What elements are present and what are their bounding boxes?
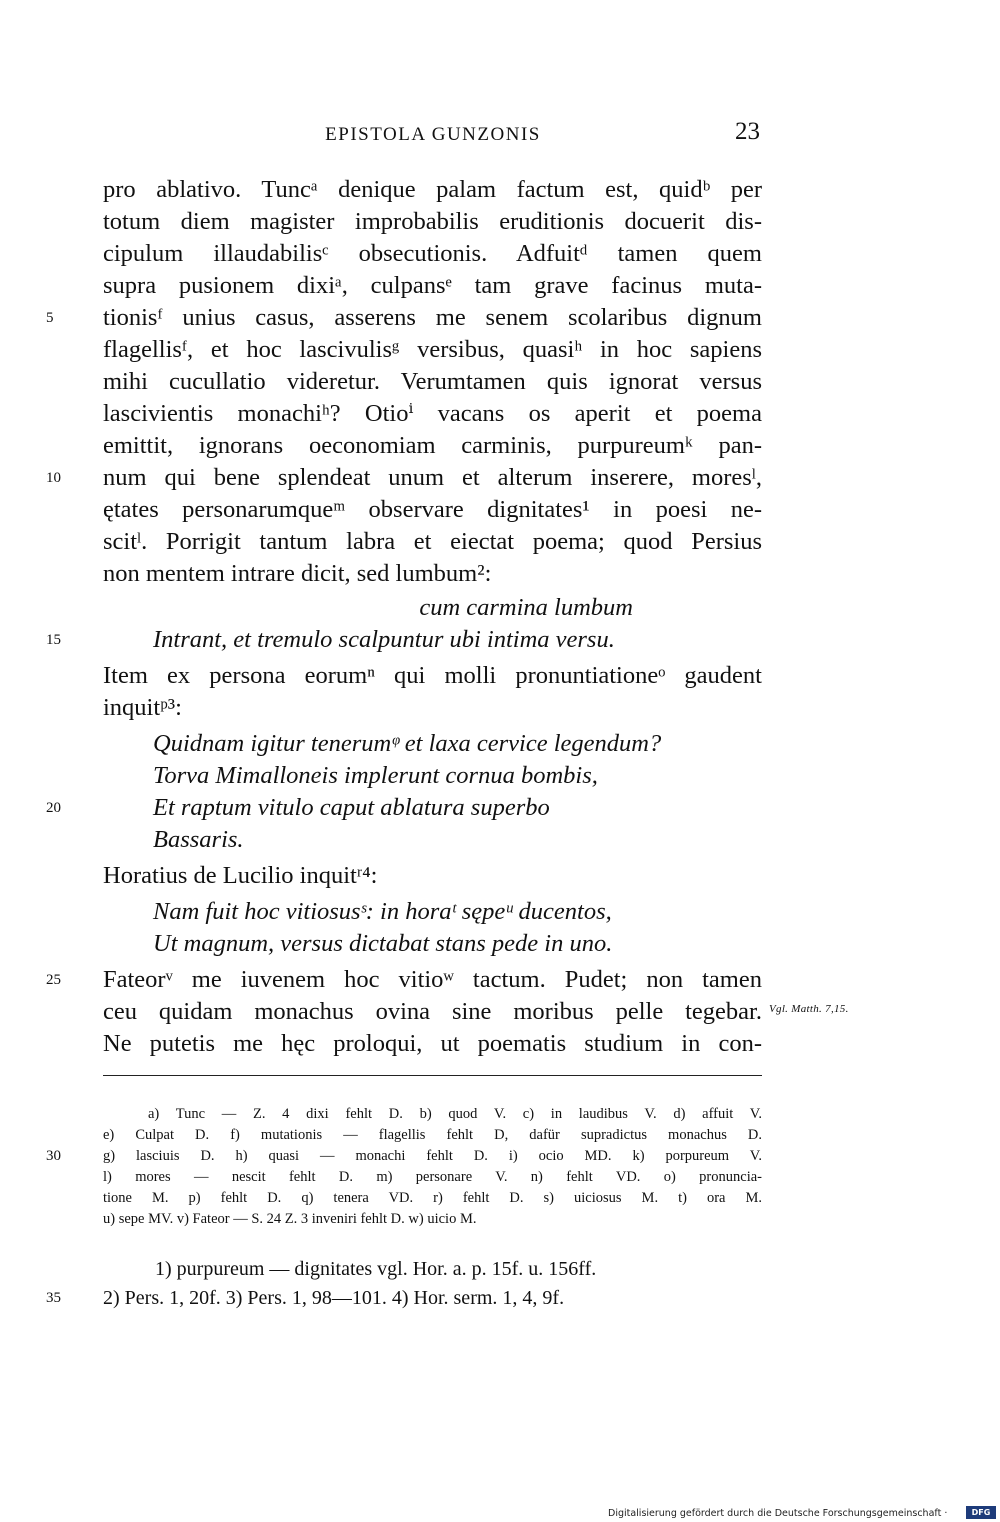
text-line: num qui bene splendeat unum et alterum inserere, moresˡ, bbox=[103, 464, 762, 491]
verse-line: Bassaris. bbox=[153, 826, 244, 853]
verse-line: Quidnam igitur tenerumᵠ et laxa cervice legendum? bbox=[153, 730, 662, 757]
apparatus-line: a) Tunc — Z. 4 dixi fehlt D. b) quod V. c) in laudibus V. d) affuit V. bbox=[148, 1106, 762, 1122]
line-number: 25 bbox=[46, 972, 61, 988]
line-number: 30 bbox=[46, 1148, 61, 1164]
running-title: EPISTOLA GUNZONIS bbox=[325, 124, 541, 145]
text-line: ceu quidam monachus ovina sine moribus pelle tegebar. bbox=[103, 998, 762, 1025]
text-line: Horatius de Lucilio inquitʳ⁴: bbox=[103, 862, 378, 889]
apparatus-line: g) lasciuis D. h) quasi — monachi fehlt D. i) ocio MD. k) porpureum V. bbox=[103, 1148, 762, 1164]
apparatus-line: l) mores — nescit fehlt D. m) personare V. n) fehlt VD. o) pronuncia- bbox=[103, 1169, 762, 1185]
verse-line: Torva Mimalloneis implerunt cornua bombis, bbox=[153, 762, 598, 789]
text-line: non mentem intrare dicit, sed lumbum²: bbox=[103, 560, 492, 587]
text-line: totum diem magister improbabilis eruditionis docuerit dis- bbox=[103, 208, 762, 235]
text-line: Item ex persona eorumⁿ qui molli pronuntiationeᵒ gaudent bbox=[103, 662, 762, 689]
text-line: pro ablativo. Tuncᵃ denique palam factum est, quidᵇ per bbox=[103, 176, 762, 203]
text-line: lascivientis monachiʰ? Otioⁱ vacans os aperit et poema bbox=[103, 400, 762, 427]
verse-line: Et raptum vitulo caput ablatura superbo bbox=[153, 794, 550, 821]
line-number: 20 bbox=[46, 800, 61, 816]
line-number: 35 bbox=[46, 1290, 61, 1306]
apparatus-line: e) Culpat D. f) mutationis — flagellis fehlt D, dafür supradictus monachus D. bbox=[103, 1127, 762, 1143]
line-number: 5 bbox=[46, 310, 54, 326]
text-line: tionisᶠ unius casus, asserens me senem scolaribus dignum bbox=[103, 304, 762, 331]
verse-line: Ut magnum, versus dictabat stans pede in uno. bbox=[153, 930, 613, 957]
verse-line: Nam fuit hoc vitiosusˢ: in horaᵗ sępeᵘ ducentos, bbox=[153, 898, 612, 925]
apparatus-line: u) sepe MV. v) Fateor — S. 24 Z. 3 inveniri fehlt D. w) uicio M. bbox=[103, 1211, 477, 1227]
text-line: emittit, ignorans oeconomiam carminis, purpureumᵏ pan- bbox=[103, 432, 762, 459]
footnote-rule bbox=[103, 1075, 762, 1076]
source-note: 2) Pers. 1, 20f. 3) Pers. 1, 98—101. 4) Hor. serm. 1, 4, 9f. bbox=[103, 1287, 565, 1309]
verse-line: cum carmina lumbum bbox=[419, 594, 633, 621]
source-note: 1) purpureum — dignitates vgl. Hor. a. p. 15f. u. 156ff. bbox=[155, 1258, 597, 1280]
digitization-credit: Digitalisierung gefördert durch die Deutsche Forschungsgemeinschaft · bbox=[608, 1508, 948, 1519]
text-line: mihi cucullatio videretur. Verumtamen quis ignorat versus bbox=[103, 368, 762, 395]
verse-line: Intrant, et tremulo scalpuntur ubi intima versu. bbox=[153, 626, 615, 653]
line-number: 10 bbox=[46, 470, 61, 486]
text-line: ętates personarumqueᵐ observare dignitates¹ in poesi ne- bbox=[103, 496, 762, 523]
text-line: inquitᵖ³: bbox=[103, 694, 182, 721]
text-line: supra pusionem dixiᵃ, culpansᵉ tam grave facinus muta- bbox=[103, 272, 762, 299]
apparatus-line: tione M. p) fehlt D. q) tenera VD. r) fehlt D. s) uiciosus M. t) ora M. bbox=[103, 1190, 762, 1206]
text-line: scitˡ. Porrigit tantum labra et eiectat poema; quod Persius bbox=[103, 528, 762, 555]
text-line: Ne putetis me hęc proloqui, ut poematis studium in con- bbox=[103, 1030, 762, 1057]
page-number: 23 bbox=[735, 118, 760, 145]
text-line: Fateorᵛ me iuvenem hoc vitioʷ tactum. Pudet; non tamen bbox=[103, 966, 762, 993]
line-number: 15 bbox=[46, 632, 61, 648]
margin-note: Vgl. Matth. 7,15. bbox=[769, 1003, 849, 1015]
text-line: flagellisᶠ, et hoc lascivulisᵍ versibus, quasiʰ in hoc sapiens bbox=[103, 336, 762, 363]
dfg-logo: DFG bbox=[966, 1506, 996, 1519]
text-line: cipulum illaudabilisᶜ obsecutionis. Adfuitᵈ tamen quem bbox=[103, 240, 762, 267]
